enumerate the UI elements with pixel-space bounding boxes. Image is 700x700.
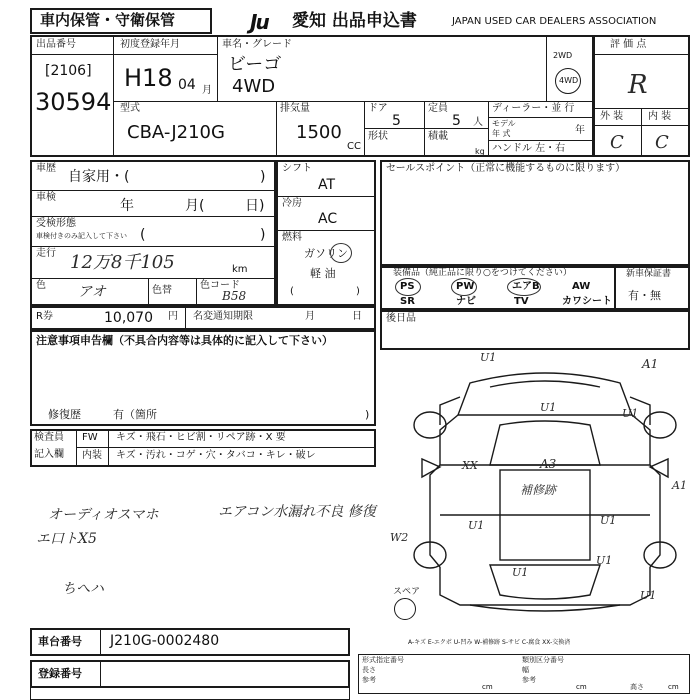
ju-logo: Ju: [250, 10, 268, 34]
inspection-day: 日): [245, 198, 265, 214]
recycle-value: 10,070: [104, 310, 153, 326]
type-label: 型式: [120, 103, 140, 114]
handwritten-note-1: オーディオスマホ: [48, 507, 159, 523]
fuel-diesel: 軽 油: [310, 267, 336, 280]
damage-note-right-side: A1: [672, 479, 687, 492]
equip-ps: PS: [400, 281, 415, 292]
warranty-value: 有・無: [628, 289, 661, 302]
inspection-label: 車検: [36, 192, 56, 203]
type-code: CBA-J210G: [127, 122, 225, 143]
handwritten-note-3: エ口トX5: [36, 531, 97, 547]
mileage-unit: km: [232, 264, 248, 275]
dealer-label: ディーラー・並 行: [492, 103, 575, 114]
repair-label: 修復歴: [48, 408, 81, 421]
name-change-label: 名変通知期限: [193, 311, 253, 322]
model-year-label: モデル: [492, 119, 516, 128]
later-items-block: [380, 310, 690, 350]
inspector-label-2: 記入欄: [34, 449, 64, 460]
score-label: 評 価 点: [610, 39, 647, 50]
4wd-label: 4WD: [559, 76, 579, 85]
first-reg-month: 04: [178, 77, 196, 93]
fw-items: キズ・飛石・ヒビ割・リペア跡・X 要: [116, 432, 286, 443]
chassis-value: J210G-0002480: [110, 633, 220, 649]
equip-aw: AW: [572, 281, 591, 292]
damage-note-rear-corner: U1: [640, 589, 657, 602]
handwritten-note-4: ちへハ: [62, 581, 104, 597]
2wd-label: 2WD: [553, 51, 573, 60]
color-label: 色: [36, 280, 46, 291]
equip-pw: PW: [456, 281, 475, 292]
history-value: 自家用・(: [68, 169, 130, 185]
damage-note-roof: A3: [540, 457, 557, 471]
model-label: 車名・グレード: [222, 39, 292, 50]
accept-close: ): [260, 227, 266, 243]
spare-tire-circle: [394, 598, 416, 620]
notes-label: 注意事項申告欄（不具合内容等は具体的に記入して下さい）: [36, 334, 333, 347]
length-label: 長さ: [362, 666, 376, 674]
height-label: 高さ: [630, 683, 644, 691]
gasoline-circle: [330, 243, 352, 263]
fuel-gasoline: ガソリン: [304, 247, 348, 260]
history-close: ): [260, 169, 266, 185]
score-value: R: [628, 70, 648, 100]
inspector-label-1: 検査員: [34, 432, 64, 443]
color-handwritten: アオ: [78, 284, 106, 300]
displacement-unit: CC: [347, 141, 361, 152]
lot-number-label: 出品番号: [36, 39, 76, 50]
damage-note-w2: W2: [390, 531, 409, 544]
damage-note-left-door: XX: [462, 459, 478, 472]
displacement-label: 排気量: [280, 103, 310, 114]
grade: 4WD: [232, 76, 276, 97]
year-label: 年 式: [492, 129, 511, 138]
accept-label: 受検形態: [36, 218, 76, 229]
height-unit: cm: [668, 683, 679, 691]
org-title: 愛知 出品申込書: [292, 11, 417, 31]
history-label: 車歴: [36, 163, 56, 174]
door-value: 5: [392, 113, 401, 129]
sales-point-label: セールスポイント（正常に機能するものに限ります）: [386, 163, 626, 174]
interior-label: 内 装: [648, 111, 672, 122]
equip-leather: カワシート: [562, 296, 612, 307]
org-subtitle: JAPAN USED CAR DEALERS ASSOCIATION: [452, 16, 657, 27]
later-items-label: 後日品: [386, 313, 416, 324]
registration-label: 登録番号: [38, 667, 82, 680]
fuel-label: 燃料: [282, 232, 302, 243]
shift-value: AT: [318, 177, 336, 193]
mileage-handwritten: 12万8千105: [70, 252, 175, 273]
repair-value: 有（箇所: [113, 408, 157, 421]
repair-close: ): [365, 408, 370, 421]
width-label: 幅: [522, 666, 529, 674]
damage-legend: A-キズ E-エクボ U-凹み W-補修跡 S-サビ C-腐食 XX-交換済: [408, 639, 571, 646]
fuel-close: ): [356, 286, 360, 297]
damage-note-rear: U1: [512, 566, 529, 579]
shift-label: シフト: [282, 163, 312, 174]
inspection-year: 年: [120, 198, 134, 214]
capacity-label: 定員: [428, 103, 448, 114]
damage-note-right-front: U1: [622, 407, 639, 420]
recycle-unit: 円: [168, 311, 178, 322]
year-unit: 年: [575, 125, 585, 136]
ref-label-1: 参考: [362, 676, 376, 684]
accept-open: (: [140, 227, 146, 243]
storage-title: 車内保管・守衛保管: [40, 11, 176, 29]
recycle-label: R券: [36, 311, 53, 322]
exterior-label: 外 装: [600, 111, 624, 122]
sales-point-block: [380, 160, 690, 266]
equip-tv: TV: [514, 296, 529, 307]
fuel-open: (: [290, 286, 294, 297]
ref-label-2: 参考: [522, 676, 536, 684]
first-reg-label: 初度登録年月: [120, 39, 180, 50]
damage-note-hood: U1: [540, 401, 557, 414]
damage-note-front-right: A1: [642, 357, 659, 371]
capacity-value: 5: [452, 113, 461, 129]
equip-airbag: エアB: [512, 281, 540, 292]
damage-note-rear-right: U1: [596, 554, 613, 567]
damage-note-right-rear: U1: [600, 514, 617, 527]
warranty-label: 新車保証書: [626, 269, 672, 279]
name-change-month: 月: [305, 311, 315, 322]
cooling-value: AC: [318, 211, 338, 227]
displacement-value: 1500: [296, 122, 342, 143]
color-code-label: 色コード: [200, 280, 240, 291]
pw-circle: [451, 278, 477, 296]
door-label: ドア: [368, 103, 388, 114]
length-unit: cm: [482, 683, 493, 691]
cooling-label: 冷房: [282, 198, 302, 209]
handle-label: ハンドル 左・右: [492, 143, 566, 154]
color-code-handwritten: B58: [222, 289, 247, 303]
equip-navi: ナビ: [456, 296, 476, 307]
exterior-score: C: [610, 132, 624, 153]
model-cert-label: 形式指定番号: [362, 656, 404, 664]
inspection-month: 月(: [185, 198, 205, 214]
damage-note-repair: 補修跡: [520, 483, 557, 497]
damage-note-top: U1: [480, 351, 497, 364]
load-unit: kg: [475, 147, 485, 156]
shape-label: 形状: [368, 131, 388, 142]
first-reg-year: H18: [124, 64, 173, 92]
damage-note-left-rear: U1: [468, 519, 485, 532]
interior-items-label: 内装: [82, 450, 102, 461]
interior-score: C: [655, 132, 669, 153]
equip-sr: SR: [400, 296, 415, 307]
lot-sub-number: [2106]: [45, 63, 92, 79]
interior-items: キズ・汚れ・コゲ・穴・タバコ・キレ・破レ: [116, 450, 316, 461]
category-label: 類別区分番号: [522, 656, 564, 664]
name-change-day: 日: [352, 311, 362, 322]
chassis-label: 車台番号: [38, 635, 82, 648]
color-change-label: 色替: [152, 285, 172, 296]
width-unit: cm: [576, 683, 587, 691]
model-name: ビーゴ: [228, 54, 282, 75]
mileage-label: 走行: [36, 248, 56, 259]
handwritten-note-2: エアコン水漏れ不良 修復: [218, 504, 376, 520]
accept-note: 車検付きのみ記入して下さい: [36, 232, 127, 240]
equipment-label: 装備品（純正品に限り○をつけてください）: [393, 268, 572, 278]
airbag-circle: [507, 278, 541, 296]
capacity-unit: 人: [473, 117, 483, 128]
load-label: 積載: [428, 131, 448, 142]
month-unit: 月: [202, 85, 212, 96]
fw-label: FW: [82, 432, 98, 443]
spare-label: スペア: [393, 587, 421, 597]
lot-number: 30594: [35, 88, 112, 116]
ps-circle: [395, 278, 421, 296]
